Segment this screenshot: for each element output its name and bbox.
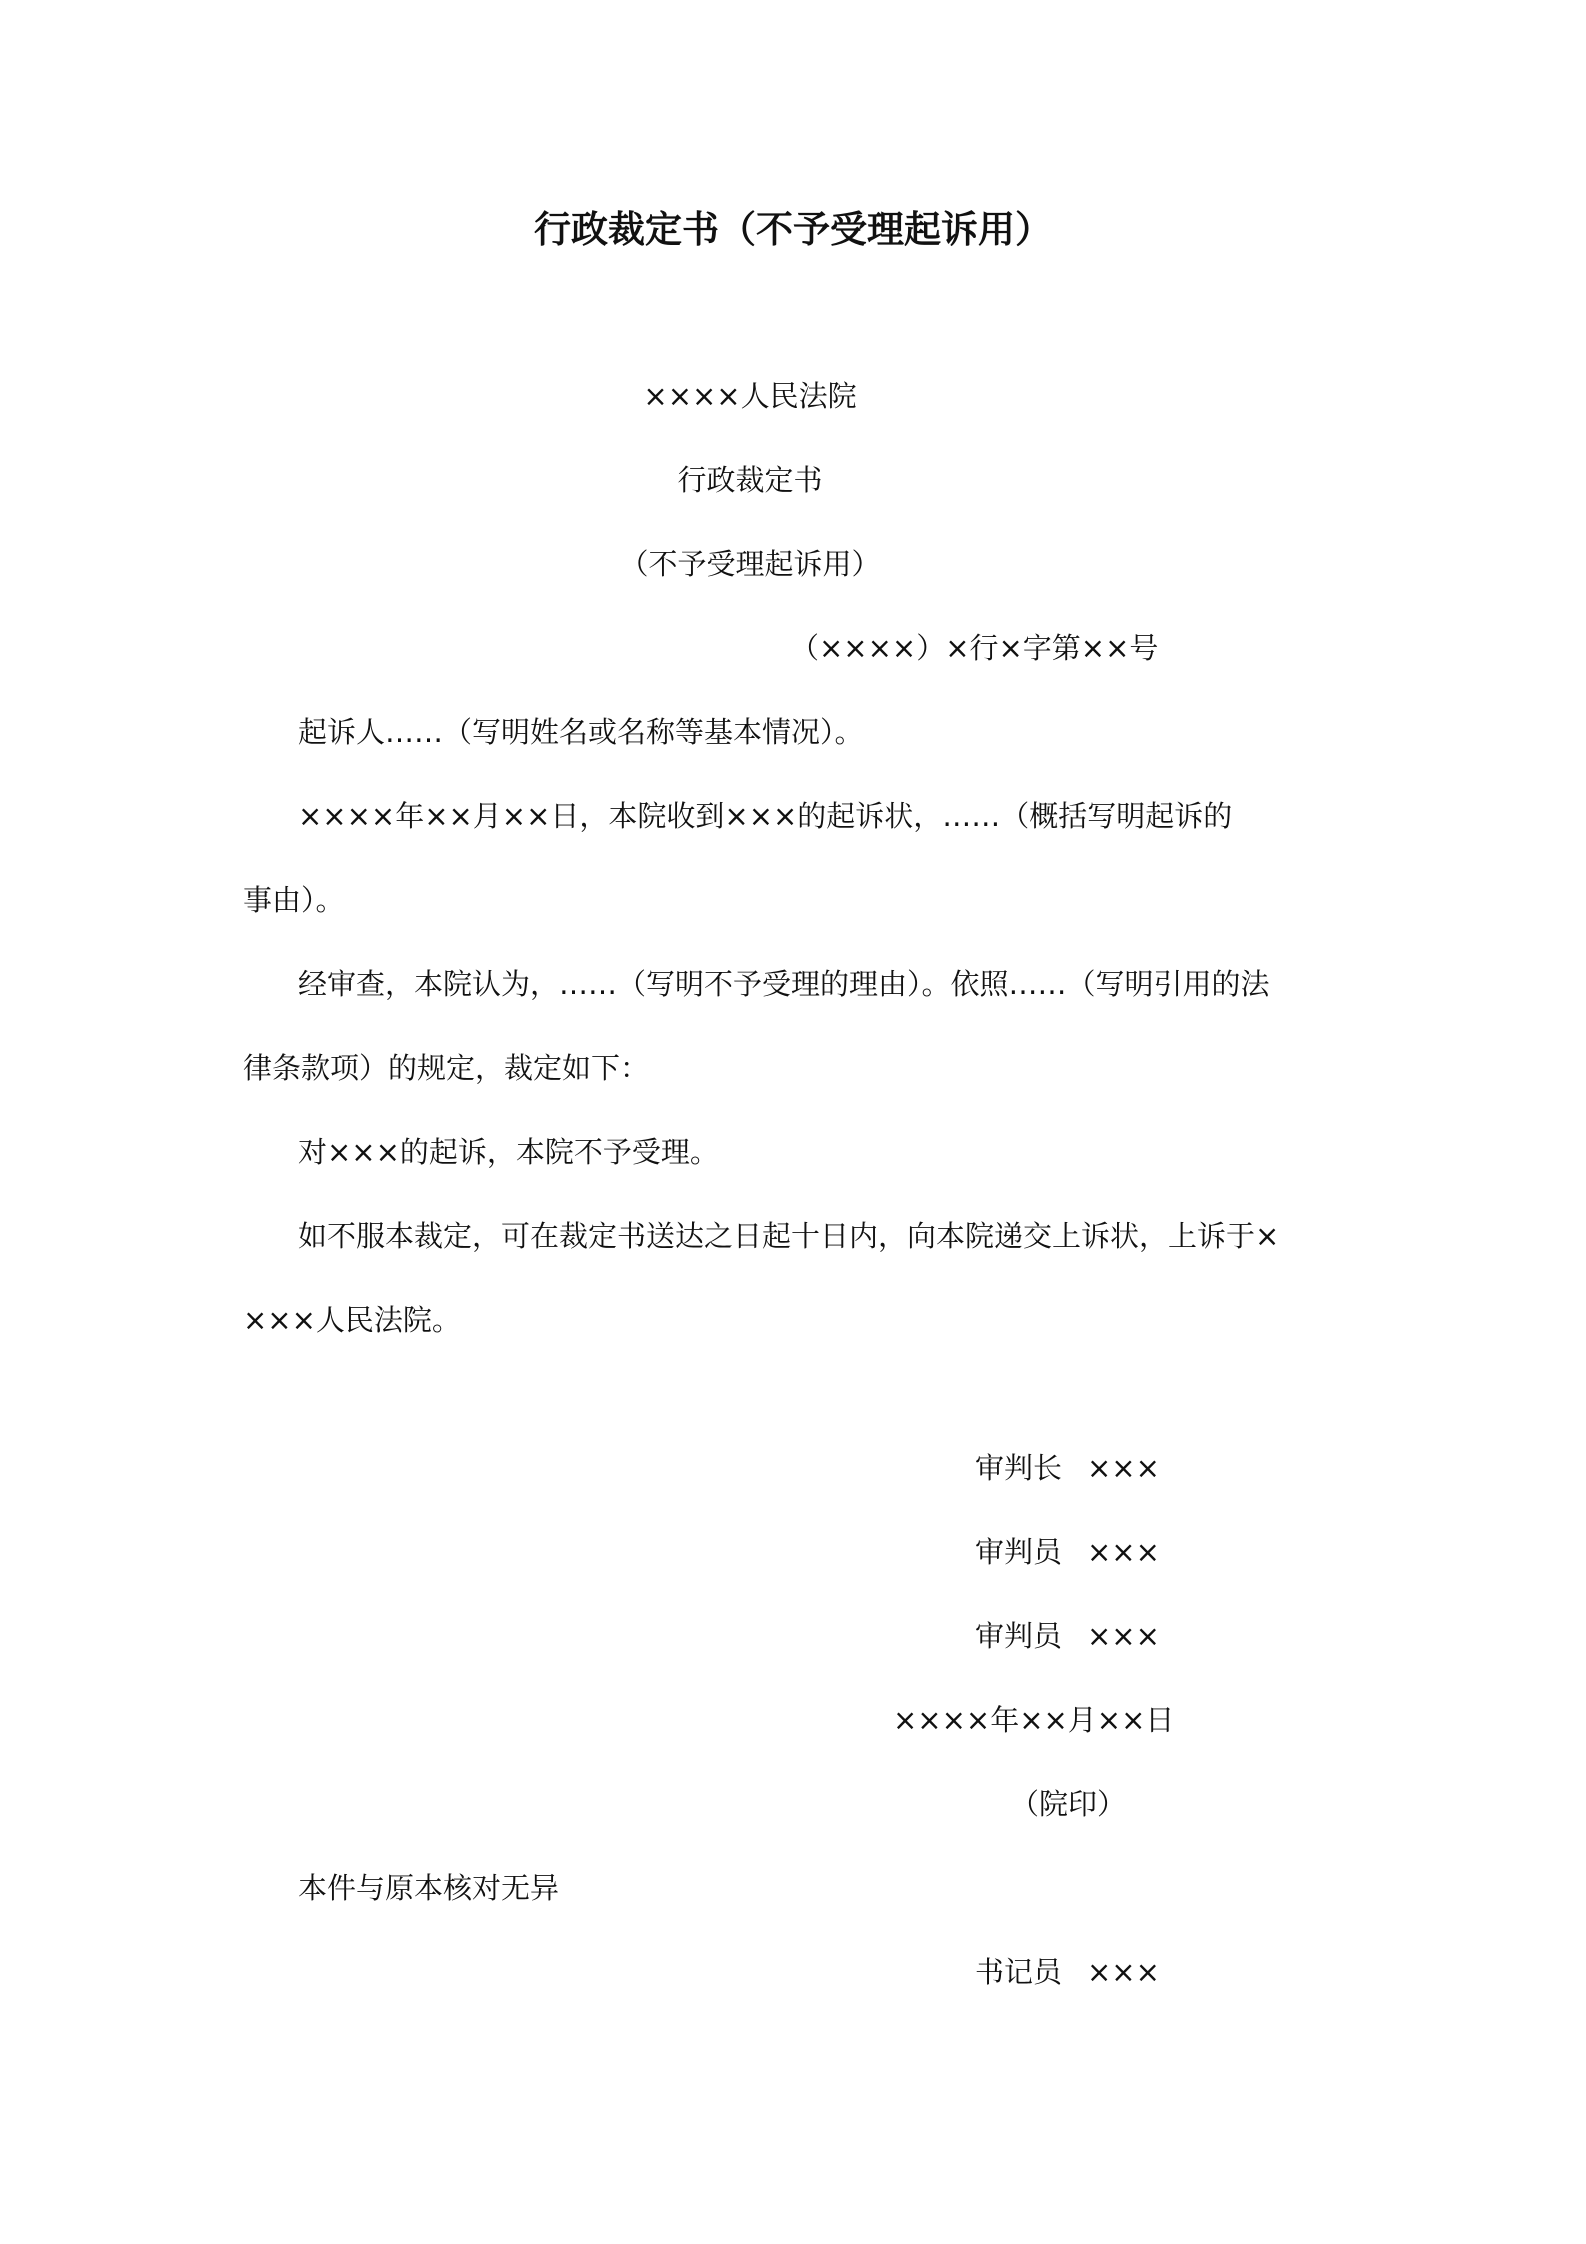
signature-role: 书记员 xyxy=(975,1955,1063,1989)
signature-role: 审判长 xyxy=(975,1451,1063,1485)
signature-role: 审判员 xyxy=(975,1535,1063,1569)
signature-name: ××× xyxy=(1087,1619,1160,1653)
signature-row-clerk xyxy=(975,1952,1160,1992)
paragraph-filing-line1: ××××年××月××日，本院收到×××的起诉状，……（概括写明起诉的 xyxy=(298,799,1233,833)
paragraph-ruling: 对×××的起诉，本院不予受理。 xyxy=(298,1135,719,1169)
document-main-title: 行政裁定书（不予受理起诉用） xyxy=(534,208,1052,251)
signature-name: ××× xyxy=(1087,1955,1160,1989)
paragraph-filing-line2: 事由）。 xyxy=(243,883,345,917)
court-seal-note: （院印） xyxy=(1010,1787,1127,1821)
paragraph-review-line1: 经审查，本院认为，……（写明不予受理的理由）。依照……（写明引用的法 xyxy=(298,967,1270,1001)
paragraph-plaintiff: 起诉人……（写明姓名或名称等基本情况）。 xyxy=(298,715,864,749)
signature-name: ××× xyxy=(1087,1451,1160,1485)
paragraph-appeal-line1: 如不服本裁定，可在裁定书送达之日起十日内，向本院递交上诉状，上诉于× xyxy=(298,1219,1280,1253)
paragraph-review-line2: 律条款项）的规定，裁定如下： xyxy=(243,1051,650,1085)
document-type: 行政裁定书 xyxy=(677,463,823,497)
paragraph-appeal-line2: ×××人民法院。 xyxy=(243,1303,461,1337)
signature-row-judge-1 xyxy=(975,1532,1160,1572)
court-name: ××××人民法院 xyxy=(643,379,857,413)
signature-name: ××× xyxy=(1087,1535,1160,1569)
signature-row-chief-judge xyxy=(975,1448,1160,1488)
signature-row-judge-2 xyxy=(975,1616,1160,1656)
certification-note: 本件与原本核对无异 xyxy=(298,1871,560,1905)
signature-role: 审判员 xyxy=(975,1619,1063,1653)
document-subtitle: （不予受理起诉用） xyxy=(619,547,881,581)
ruling-date: ××××年××月××日 xyxy=(893,1703,1175,1737)
case-number: （××××）×行×字第××号 xyxy=(790,631,1159,665)
